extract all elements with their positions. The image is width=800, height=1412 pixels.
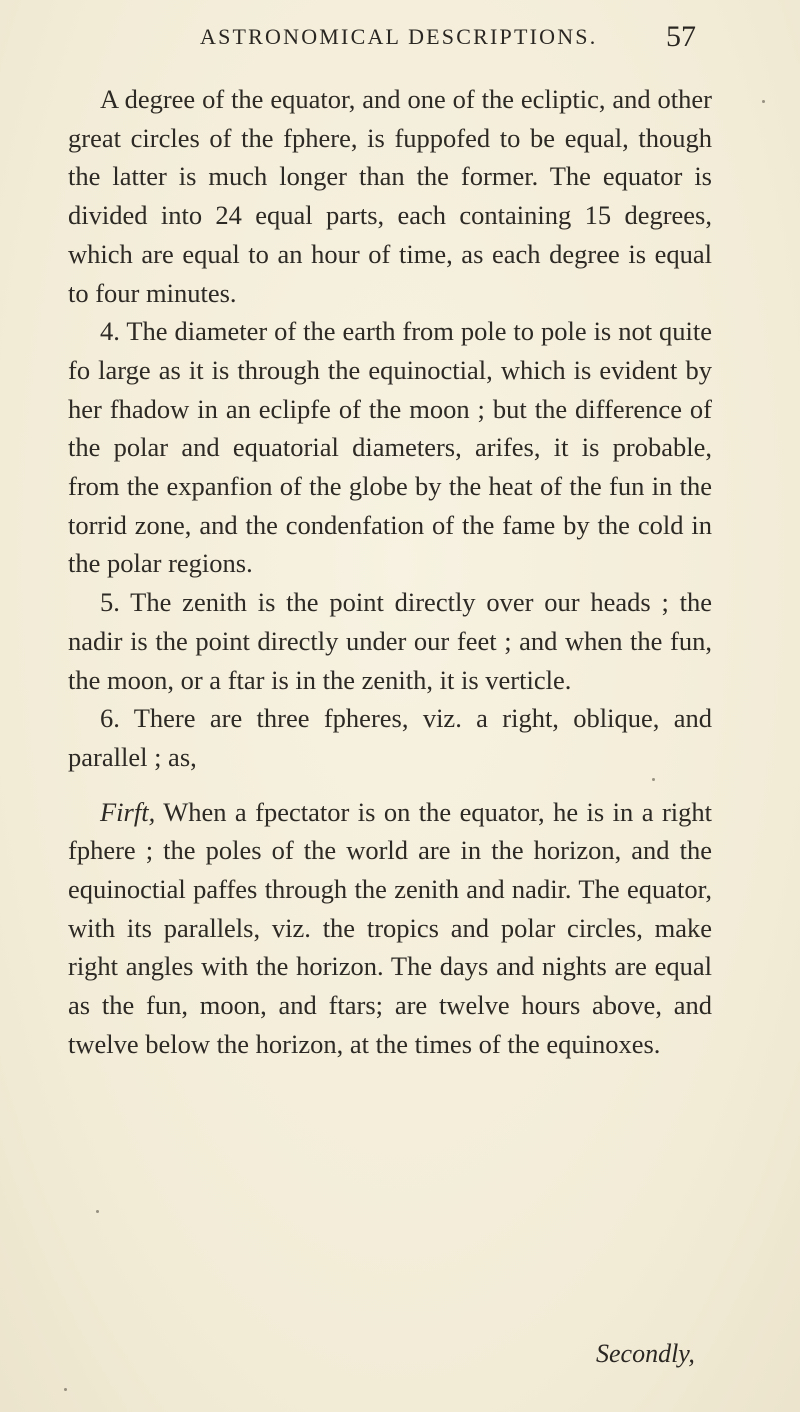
paragraph-right-sphere [68, 793, 712, 1064]
paragraph-4-earth-diameter: 4. The diameter of the earth from pole to pole is not quite fo large as it is through the equinoctial, which is evident by her fhadow in an eclipfe of the moon ; but the difference of the polar and equatorial diameters, arifes, it is probable, from the expanfion of the globe by the heat of the fun in the torrid zone, and the condenfation of the fame by the cold in the polar regions. [68, 316, 712, 579]
body-text [68, 80, 712, 1064]
paper-speck [762, 100, 765, 103]
paper-speck [652, 778, 655, 781]
paper-speck [96, 1210, 99, 1213]
first-lead-word: Firft, [100, 796, 156, 827]
page-number: 57 [666, 20, 696, 53]
right-sphere-text: When a fpectator is on the equator, he is in a right fphere ; the poles of the world are in the horizon, and the equinoctial paffes through the zenith and nadir. The equator, with its parallels, viz. the tropics and polar circles, make right angles with the horizon. The days and nights are equal as the fun, moon, and ftars; are twelve hours above, and twelve below the horizon, at the times of the equinoxes. [68, 796, 712, 1059]
paper-speck [64, 1388, 67, 1391]
running-title: ASTRONOMICAL DESCRIPTIONS. [200, 24, 598, 49]
paragraph-5-zenith-nadir: 5. The zenith is the point directly over our heads ; the nadir is the point directly under our feet ; and when the fun, the moon, or a ftar is in the zenith, it is verticle. [68, 587, 712, 695]
paragraph-degree-equality: A degree of the equator, and one of the ecliptic, and other great circles of the fphere, is fuppofed to be equal, though the latter is much longer than the former. The equator is divided into 24 equal parts, each containing 15 degrees, which are equal to an hour of time, as each degree is equal to four minutes. [68, 84, 712, 308]
catchword: Secondly, [596, 1339, 695, 1368]
paragraph-6-three-spheres: 6. There are three fpheres, viz. a right, oblique, and parallel ; as, [68, 703, 712, 772]
